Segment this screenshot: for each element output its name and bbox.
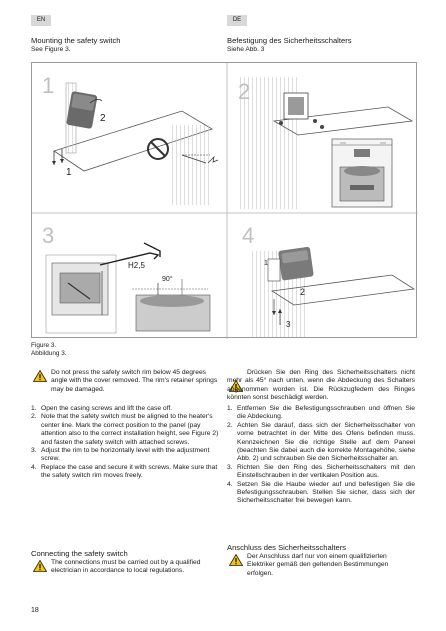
de-see-figure: Siehe Abb. 3 [227,46,265,53]
en-heading-2: Connecting the safety switch [31,549,128,558]
step-text: Adjust the rim to be horizontally level with the adjustment screw. [41,447,210,463]
step-num: 1. [31,405,37,412]
en-heading: Mounting the safety switch [31,36,121,45]
step-text: Setzen Sie die Haube wieder auf und befestigen Sie die Befestigungsschrauben. Stellen Sie sicher, dass sich der Sicherheitsschalter frei bewegen kann. [237,480,415,505]
en-step-1 [31,405,219,413]
p1-label-1: 1 [66,167,72,178]
step-num: 3. [227,463,233,471]
en-step-3 [31,447,219,464]
p1-label-2: 2 [100,113,106,124]
de-warning-2-text: Der Anschluss darf nur von einem qualifizierten Elektriker gemäß den geltenden Bestimmungen erfolgen. [247,553,389,577]
step-num: 4. [31,463,37,471]
lang-badge-en: EN [31,15,51,26]
en-step-2 [31,413,219,447]
panel-1-number: 1 [42,73,55,98]
panel-4-number: 4 [242,223,255,248]
lang-badge-de: DE [227,15,247,26]
p4-label-1: 1 [264,260,268,267]
step-text: Entfernen Sie die Befestigungsschrauben und öffnen Sie die Abdeckung. [237,405,415,421]
page-number: 18 [31,607,39,614]
warning-icon [33,370,47,382]
p4-label-2: 2 [300,287,306,297]
step-num: 1. [227,405,233,412]
warning-icon [229,554,243,566]
de-heading-2: Anschluss des Sicherheitsschalters [227,543,347,552]
step-text: Richten Sie den Ring des Sicherheitsschalters mit den Einstellschrauben in der vertikalen Position aus. [237,463,415,480]
de-step-1 [227,405,415,422]
figure-caption-de: Abbildung 3. [31,350,67,357]
panel-2-number: 2 [238,79,251,104]
figure-panel-1 [42,73,218,205]
de-warning-text: Drücken Sie den Ring des Sicherheitsschalters nicht mehr als 45° nach unten, wenn die Abdeckung des Schalters abgenommen worden ist. Die Rückzugfedern des Ringes könnten sonst beschädigt werden. [227,369,415,402]
step-num: 4. [227,480,233,488]
de-step-3 [227,464,415,481]
p3-tool-label: H2,5 [128,261,145,270]
p3-angle-label: 90° [162,276,173,283]
step-text: Open the casing screws and lift the case off. [41,405,173,412]
en-see-figure: See Figure 3. [31,46,71,53]
figure-panel-3 [42,223,210,333]
figure-panel-2 [237,77,412,209]
panel-3-number: 3 [42,223,55,248]
en-steps-list [31,405,219,481]
figure-panel-4 [242,223,414,337]
de-heading: Befestigung des Sicherheitsschalters [227,36,352,45]
en-warning-text: Do not press the safety switch rim below 45 degrees angle with the cover removed. The rim's retainer springs may be damaged. [51,369,218,393]
step-text: Achten Sie darauf, dass sich der Sicherheitsschalter von vorne betrachtet in der Mitte des Ofens befinden muss. Kennzeichnen Sie die richtige Stelle auf dem Paneel (beachten Sie dabei auch die korrekte Montagehöhe, siehe Abb. 2) und schrauben Sie den Sicherheitsschalter an. [237,421,415,463]
de-step-4 [227,481,415,506]
step-num: 2. [31,413,37,421]
en-warning-2-text: The connections must be carried out by a qualified electrician in accordance to local regulations. [51,559,201,575]
p4-label-3: 3 [286,320,291,329]
en-step-4 [31,464,219,481]
step-num: 2. [227,421,233,429]
de-steps-list [227,405,415,506]
warning-icon [33,560,47,572]
figure-caption-en: Figure 3. [31,342,57,349]
de-step-2 [227,422,415,464]
step-text: Note that the safety switch must be aligned to the heater's center line. Mark the correct position to the panel (pay attention also to the correct installation height, see Figure 2) and fasten the safety switch with attached screws. [41,413,219,446]
figure-3 [31,62,417,338]
step-text: Replace the case and secure it with screws. Make sure that the safety switch rim moves freely. [41,463,218,480]
step-num: 3. [31,447,37,455]
